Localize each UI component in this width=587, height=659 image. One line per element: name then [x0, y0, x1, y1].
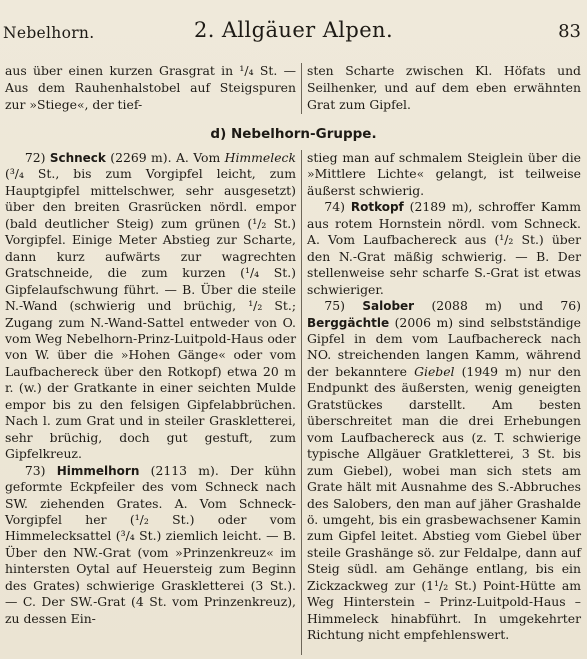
entry-number: 72)	[24, 150, 46, 165]
entry-72	[5, 150, 296, 463]
entry-74	[307, 199, 581, 298]
right-column	[307, 150, 581, 644]
entry-73	[5, 463, 296, 628]
entry-italic: Giebel	[414, 363, 455, 379]
continued-paragraph-left: aus über einen kurzen Grasgrat in ¹/₄ St. — Aus dem Rauhenhalstobel auf Steigspuren zur »Stiege«, der tief-	[5, 63, 296, 112]
entry-italic: Himmeleck	[224, 150, 296, 165]
entry-text: (³/₄ St., bis zum Vorgipfel leicht, zum Hauptgipfel mittelschwer, sehr ausgesetzt) über den breiten Grasrücken nördl. empor (bald deutlicher Steig) zum grünen (¹/₂ St.) Vorgipfel. Einige Meter Abstieg zur Scharte, dann kurz aufwärts zur wagrechten Gratschneide, die zum kurzen (¹/₄ St.) Gipfelaufschwung führt. — B. Über die steile N.-Wand (schwierig und brüchig, ¹/₂ St.; Zugang zum N.-Wand-Sattel entweder von O. vom Weg Nebelhorn-Prinz-Luitpold-Haus oder von W. über die »Hohen Gänge« oder vom Laufbachereck über den Rotkopf) etwa 20 m r. (w.) der Gratkante in einer seichten Mulde empor bis zu den felsigen Gipfelabbrüchen. Nach l. zum Grat und in steiler Graskletterei, sehr brüchig, doch gut gestuft, zum Gipfelkreuz.	[5, 166, 296, 462]
entry-text: (2006 m) sind selbstständige Gipfel in dem vom Laufbachereck nach NO. streichenden langen Kamm, während der bekanntere	[307, 314, 581, 379]
page-header	[0, 18, 587, 48]
entry-name: Salober	[362, 299, 415, 314]
entry-name: Schneck	[49, 151, 106, 165]
entry-name: Himmelhorn	[56, 463, 140, 478]
entry-number: 75)	[324, 298, 345, 314]
continued-paragraph-right: sten Scharte zwischen Kl. Höfats und Seilhenker, und auf dem eben erwähnten Grat zum Gipfel.	[307, 63, 581, 112]
entry-text: (1949 m) nur den Endpunkt des äußersten, wenig geneigten Gratstückes darstellt. Am besten überschreitet man die drei Erhebungen vom Laufbachereck aus (z. T. schwierige typische Allgäuer Gratkletterei, 3 St. bis zum Giebel), wobei man sich stets am Grate hält mit Ausnahme des S.-Abbruches des Salobers, den man auf jäher Grashalde ö. umgeht, bis ein grasbewachsener Kamin zum Gipfel leitet. Abstieg vom Giebel über steile Grashänge sö. zur Feldalpe, dann auf Steig südl. am Gehänge entlang, bis ein Zickzackweg zur (1¹/₂ St.) Point-Hütte am Weg Hinterstein – Prinz-Luitpold-Haus – Himmeleck hinabführt. In umgekehrter Richtung nicht empfehlenswert.	[307, 363, 581, 643]
running-head-left: Nebelhorn.	[3, 24, 95, 42]
column-rule-top	[301, 63, 302, 114]
left-column	[5, 150, 296, 627]
continued-text-right	[307, 63, 581, 113]
entry-73-continued: stieg man auf schmalem Steiglein über die »Mittlere Lichte« gelangt, ist teilweise äußerst schwierig.	[307, 150, 581, 198]
entry-name-2: Berggächtle	[307, 315, 390, 330]
entry-text: (2269 m). A. Vom	[105, 150, 225, 165]
continued-text-left	[5, 63, 296, 113]
entry-number: 74)	[324, 199, 345, 215]
entry-text: (2113 m). Der kühn geformte Eckpfeiler des vom Schneck nach SW. ziehenden Grates. A. Vom Schneck-Vorgipfel her (¹/₂ St.) oder vom Himmelecksattel (³/₄ St.) ziemlich leicht. — B. Über den NW.-Grat (vom »Prinzenkreuz« im hintersten Oytal auf Heuersteig zum Beginn des Grates) schwierige Graskletterei (3 St.). — C. Der SW.-Grat (4 St. vom Prinzenkreuz), zu dessen Ein-	[5, 462, 296, 626]
section-heading: d) Nebelhorn-Gruppe.	[210, 126, 377, 142]
entry-name: Rotkopf	[350, 200, 404, 215]
entry-text: (2189 m), schroffer Kamm aus rotem Hornstein nördl. vom Schneck. A. Vom Laufbachereck aus (¹/₂ St.) über den N.-Grat mäßig schwierig. — B. Der stellenweise sehr scharfe S.-Grat ist etwas schwieriger.	[307, 199, 581, 297]
entry-75-76	[307, 298, 581, 644]
running-head-title: 2. Allgäuer Alpen.	[193, 18, 394, 42]
entry-number: 73)	[24, 462, 46, 478]
page-number: 83	[558, 21, 581, 42]
column-rule	[301, 150, 302, 655]
entry-text: (2088 m) und 76)	[414, 298, 581, 314]
